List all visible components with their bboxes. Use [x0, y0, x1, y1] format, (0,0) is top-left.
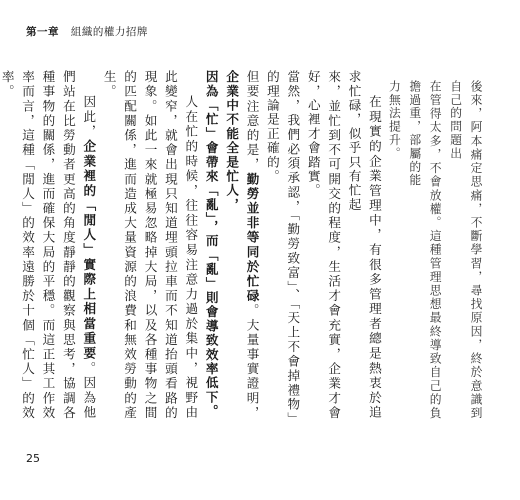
emphasis-text: 企業裡的「閒人」實際上相當重要	[81, 139, 97, 362]
running-header	[26, 24, 148, 39]
emphasis-text: 企業中不能全是忙人，	[224, 70, 240, 212]
vertical-body-text	[0, 70, 486, 420]
paragraph: 在現實的企業管理中，有很多管理者總是熱衷於追求忙碌，似乎只有忙起	[346, 70, 382, 420]
paragraph-continued: 來，並忙到不可開交的程度，生活才會充實，企業才會好，心裡才會踏實。	[305, 70, 342, 420]
text-run: 。因為他們站在比勞動者更高的角度靜靜的觀察與思考，協調各種事物的關係，進而確保大局的平穩。而這正其工作效率而言，這種「閒人」的效率遠勝於十個「忙人」的效率。	[0, 70, 97, 420]
paragraph: 人在忙的時候，往往容易注意力過於集中，視野由此變窄，就會出現只知道埋頭拉車而不知道抬頭看路的現象。如此一來就極易忽略掉大局，以及各種事物之間的匹配關係，進而造成大量資源的浪費和無效勞動的產生。	[101, 70, 199, 420]
paragraph	[0, 70, 98, 420]
quote-line: 在管得太多，不會放權。這種管理思想最終導致自己的負擔過重，部屬的能	[407, 80, 443, 420]
quote-line: 力無法提升。	[387, 80, 402, 161]
emphasis-paragraph: 因為「忙」會帶來「亂」，而「亂」則會導致效率低下。	[203, 70, 219, 419]
emphasis-text: 勤勞並非等同於忙碌	[244, 172, 260, 304]
page-number: 25	[26, 452, 40, 465]
text-run: 因此，	[81, 95, 97, 140]
chapter-label: 第一章	[26, 26, 59, 38]
quote-line: 後來，阿本痛定思痛，不斷學習，尋找原因，終於意識到自己的問題出	[448, 80, 483, 420]
chapter-title: 組織的權力招牌	[70, 26, 148, 38]
text-run: 但要注意的是，	[244, 70, 260, 173]
text-run: 。大量事實證明，	[244, 303, 260, 420]
paragraph: 當然，我們必須承認，「勤勞致富」、「天上不會掉禮物」的理論是正確的。	[264, 70, 301, 420]
paragraph	[221, 70, 262, 420]
